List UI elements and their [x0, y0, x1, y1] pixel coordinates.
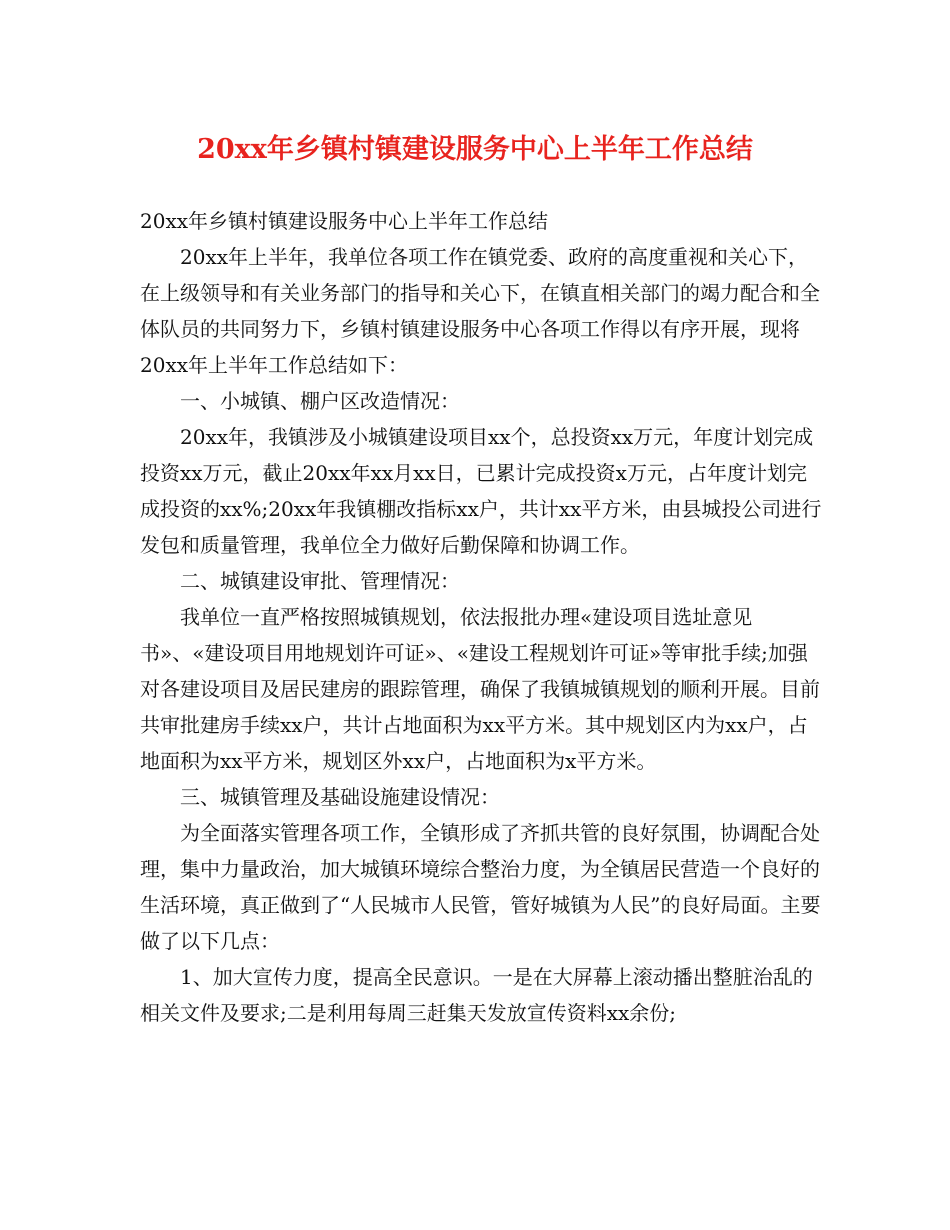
paragraph-heading: 20xx年乡镇村镇建设服务中心上半年工作总结	[140, 209, 549, 233]
paragraph-section-1: 20xx年，我镇涉及小城镇建设项目xx个，总投资xx万元，年度计划完成投资xx万元，截止20xx年xx月xx日，已累计完成投资x万元，占年度计划完成投资的xx%;20xx年我镇棚改指标xx户，共计xx平方米，由县城投公司进行发包和质量管理，我单位全力做好后勤保障和协调工作。	[140, 425, 822, 557]
section-heading-1: 一、小城镇、棚户区改造情况：	[180, 389, 460, 413]
section-heading-2: 二、城镇建设审批、管理情况：	[180, 569, 460, 593]
paragraph-section-2: 我单位一直严格按照城镇规划，依法报批办理«建设项目选址意见书»、«建设项目用地规划许可证»、«建设工程规划许可证»等审批手续;加强对各建设项目及居民建房的跟踪管理，确保了我镇城镇规划的顺利开展。目前共审批建房手续xx户，共计占地面积为xx平方米。其中规划区内为xx户，占地面积为xx平方米，规划区外xx户，占地面积为x平方米。	[140, 605, 820, 773]
paragraph-point-1: 1、加大宣传力度，提高全民意识。一是在大屏幕上滚动播出整脏治乱的相关文件及要求;二是利用每周三赶集天发放宣传资料xx余份;	[140, 965, 813, 1025]
document-title: 20xx年乡镇村镇建设服务中心上半年工作总结	[197, 134, 753, 165]
document-body	[140, 203, 825, 1031]
paragraph-intro: 20xx年上半年，我单位各项工作在镇党委、政府的高度重视和关心下，在上级领导和有关业务部门的指导和关心下，在镇直相关部门的竭力配合和全体队员的共同努力下，乡镇村镇建设服务中心各项工作得以有序开展，现将20xx年上半年工作总结如下：	[140, 245, 820, 377]
section-heading-3: 三、城镇管理及基础设施建设情况：	[180, 785, 500, 809]
paragraph-section-3: 为全面落实管理各项工作，全镇形成了齐抓共管的良好氛围，协调配合处理，集中力量政治，加大城镇环境综合整治力度，为全镇居民营造一个良好的生活环境，真正做到了“人民城市人民管，管好城镇为人民”的良好局面。主要做了以下几点：	[140, 821, 821, 953]
